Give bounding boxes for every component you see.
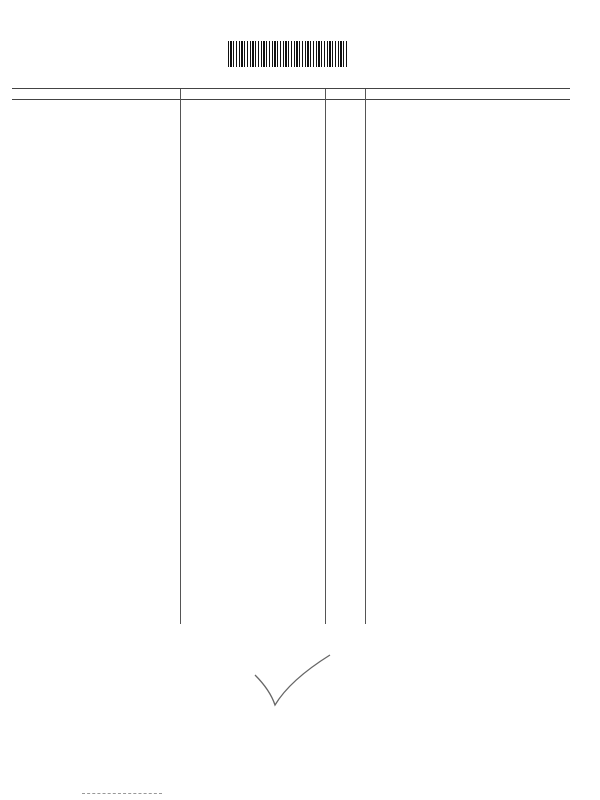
footer-scribble: [82, 793, 162, 794]
header-rule-top: [12, 88, 570, 89]
divider-seal: [365, 89, 366, 624]
divider-remarks: [325, 89, 326, 624]
barcode: [228, 41, 348, 67]
divider-consignee: [180, 89, 181, 624]
header-rule-bottom: [12, 99, 570, 100]
signature-mark: [250, 650, 340, 710]
